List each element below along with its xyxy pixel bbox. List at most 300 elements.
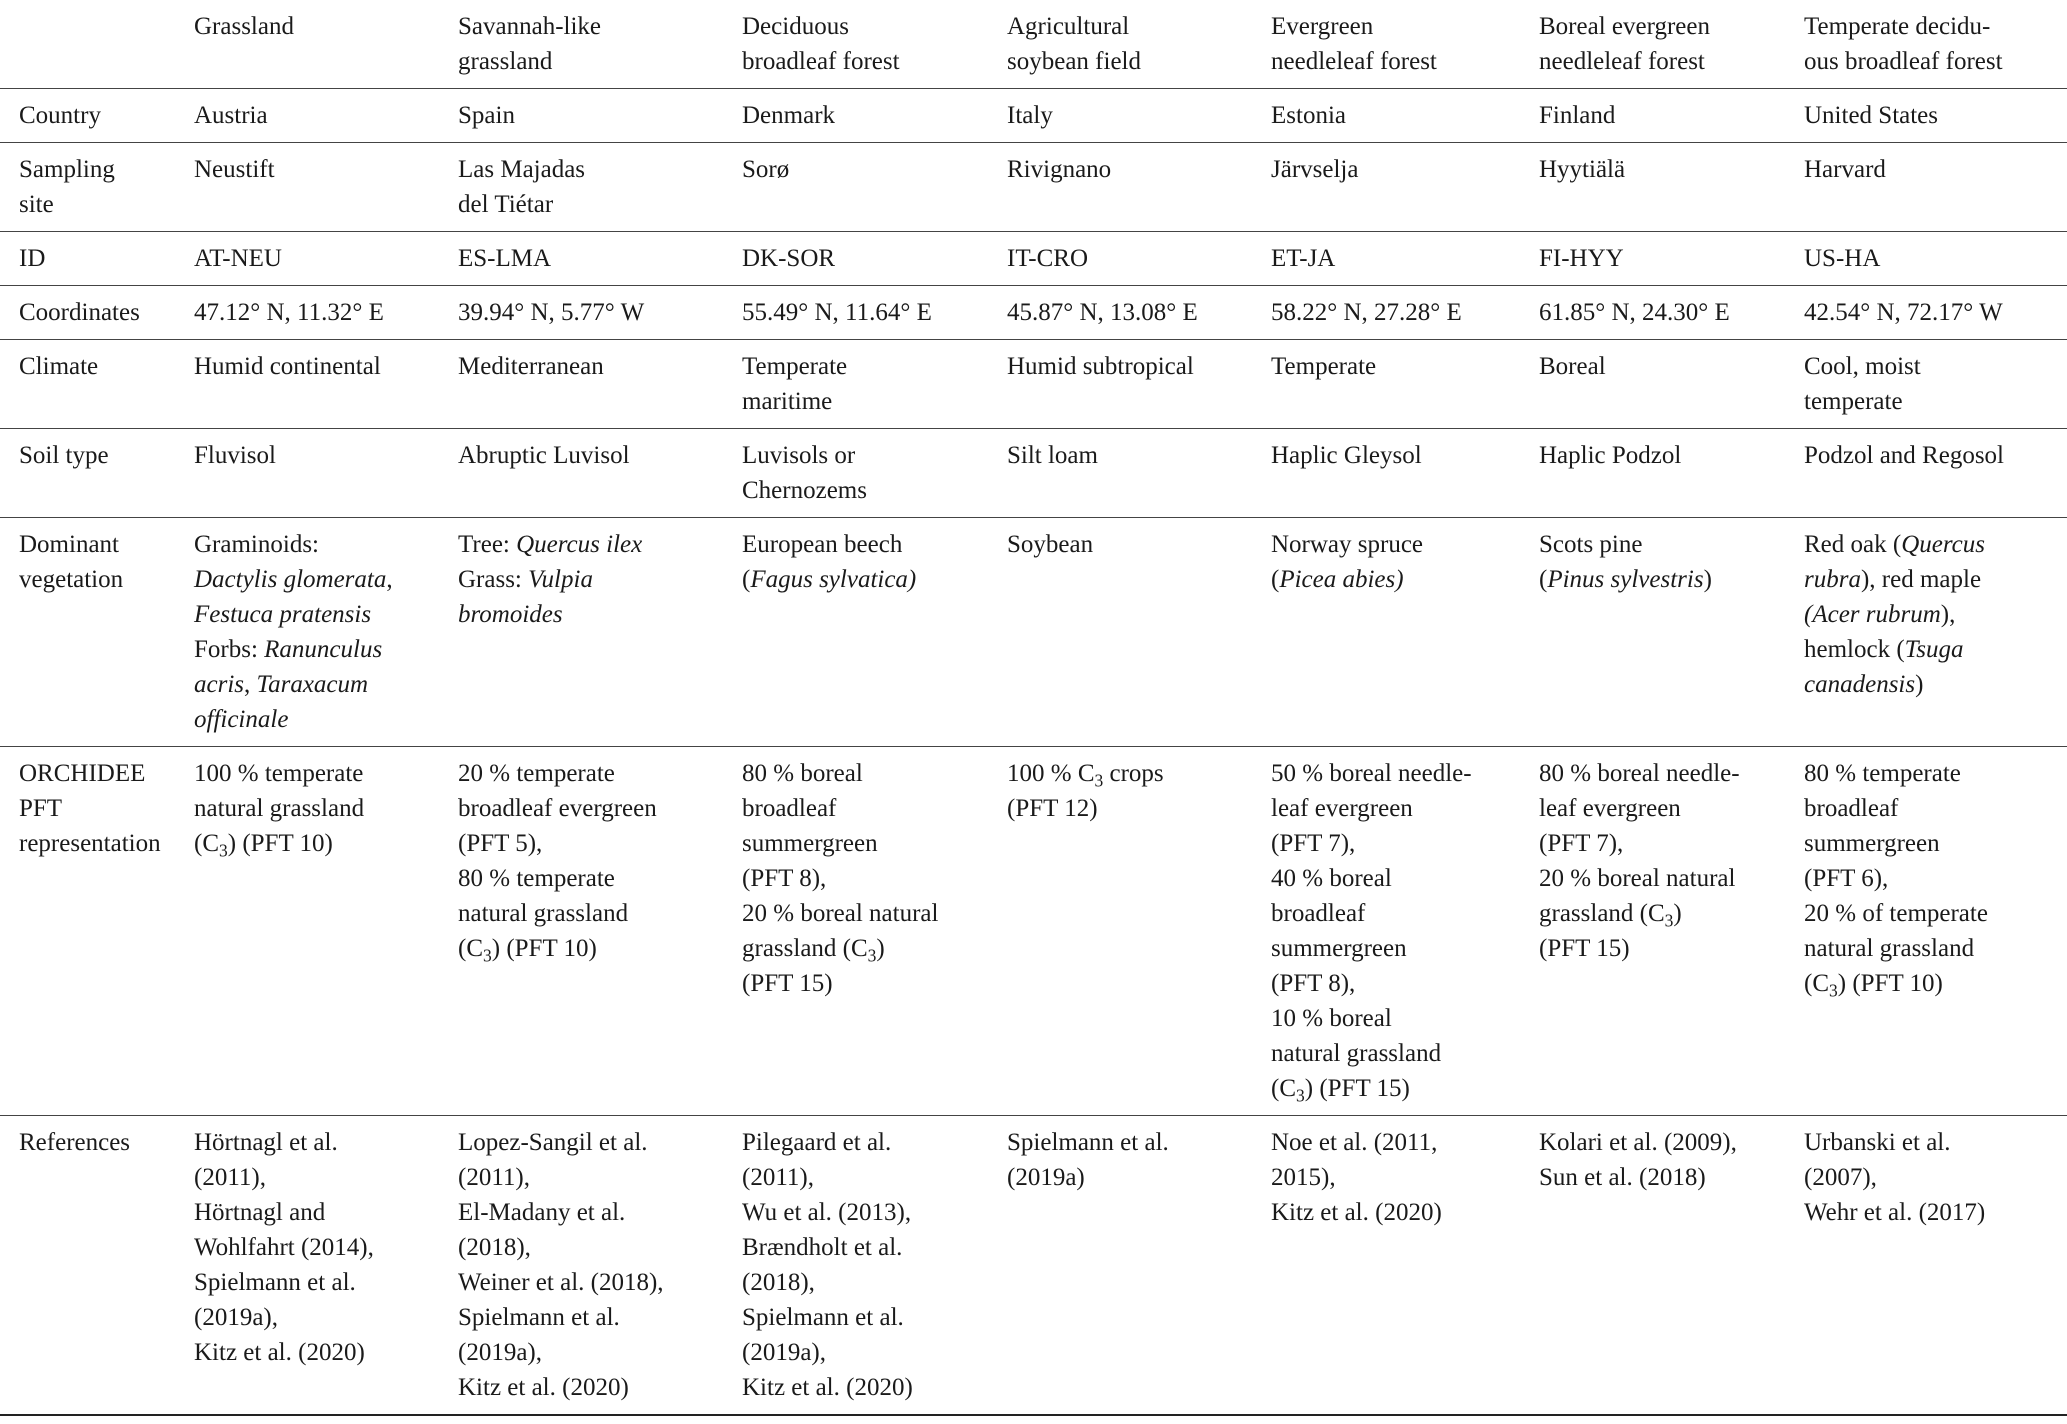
italic-text: Quercus ilex	[516, 531, 643, 558]
table-cell	[1539, 232, 1804, 286]
table-cell	[194, 340, 458, 429]
row-label	[0, 286, 194, 340]
cell-text: leaf evergreen	[1539, 795, 1681, 822]
column-header-line: broadleaf forest	[742, 48, 900, 75]
cell-line	[458, 1300, 734, 1335]
cell-line	[742, 931, 999, 966]
cell-line	[742, 1125, 999, 1160]
table-cell	[1539, 286, 1804, 340]
cell-line	[458, 896, 734, 931]
italic-text: Festuca pratensis	[194, 601, 372, 628]
row-label	[0, 518, 194, 747]
table-cell	[458, 286, 742, 340]
cell-text: DK-SOR	[742, 245, 836, 272]
cell-line	[742, 349, 999, 384]
cell-text: Denmark	[742, 102, 836, 129]
cell-line	[742, 1265, 999, 1300]
cell-line	[194, 527, 450, 562]
row-label	[0, 143, 194, 232]
row-label-line: Coordinates	[19, 299, 140, 326]
cell-text: Weiner et al. (2018),	[458, 1269, 664, 1296]
cell-text: natural grassland	[1271, 1040, 1442, 1067]
cell-text: grassland (C	[742, 935, 868, 962]
subscript: 3	[1829, 980, 1838, 1001]
cell-line	[1539, 791, 1796, 826]
cell-text: 80 % boreal needle-	[1539, 760, 1740, 787]
table-cell	[1804, 1116, 2067, 1416]
cell-line	[194, 826, 450, 861]
cell-text: broadleaf	[1271, 900, 1366, 927]
table-cell	[742, 89, 1007, 143]
cell-line	[1271, 1001, 1531, 1036]
cell-line	[194, 597, 450, 632]
cell-text: (PFT 15)	[1539, 935, 1630, 962]
column-header-line: Deciduous	[742, 13, 849, 40]
cell-line	[194, 152, 450, 187]
cell-text: (C	[194, 830, 219, 857]
cell-line	[742, 152, 999, 187]
cell-text: Graminoids:	[194, 531, 319, 558]
cell-line	[742, 966, 999, 1001]
cell-text: (C	[1804, 970, 1829, 997]
cell-text: 2015),	[1271, 1164, 1336, 1191]
table-cell	[194, 429, 458, 518]
table-cell	[194, 143, 458, 232]
cell-text: (PFT 12)	[1007, 795, 1098, 822]
cell-line	[1539, 931, 1796, 966]
cell-text: ) (PFT 10)	[1837, 970, 1943, 997]
cell-text: Urbanski et al.	[1804, 1129, 1951, 1156]
cell-text: Haplic Gleysol	[1271, 442, 1422, 469]
cell-text: Spielmann et al.	[194, 1269, 356, 1296]
cell-text: (2018),	[742, 1269, 815, 1296]
table-cell	[1007, 340, 1271, 429]
table-cell	[194, 1116, 458, 1416]
table-cell	[1007, 747, 1271, 1116]
cell-line	[194, 791, 450, 826]
cell-line	[1271, 152, 1531, 187]
cell-text: broadleaf evergreen	[458, 795, 657, 822]
table-row	[0, 1116, 2067, 1416]
column-header	[1804, 0, 2067, 89]
cell-text: (PFT 15)	[742, 970, 833, 997]
cell-line	[194, 438, 450, 473]
table-cell	[1539, 518, 1804, 747]
cell-text: Järvselja	[1271, 156, 1359, 183]
cell-text: Sorø	[742, 156, 790, 183]
cell-text: temperate	[1804, 388, 1903, 415]
cell-text: ),	[1940, 601, 1956, 628]
cell-line	[1007, 98, 1263, 133]
cell-line	[1539, 562, 1796, 597]
cell-line	[194, 702, 450, 737]
italic-text: Picea abies)	[1279, 566, 1404, 593]
table-cell	[1007, 232, 1271, 286]
cell-text: European beech	[742, 531, 903, 558]
cell-line	[742, 1195, 999, 1230]
row-label	[0, 429, 194, 518]
cell-text: Brændholt et al.	[742, 1234, 903, 1261]
cell-line	[1007, 438, 1263, 473]
cell-text: Scots pine	[1539, 531, 1643, 558]
cell-text: Red oak (	[1804, 531, 1902, 558]
cell-text: Abruptic Luvisol	[458, 442, 630, 469]
cell-text: Kitz et al. (2020)	[458, 1374, 629, 1401]
cell-text: Kitz et al. (2020)	[194, 1339, 365, 1366]
cell-text: El-Madany et al.	[458, 1199, 626, 1226]
subscript: 3	[1664, 910, 1674, 931]
italic-text: Dactylis glomerata	[194, 566, 387, 593]
cell-line	[1271, 349, 1531, 384]
cell-text: (	[742, 566, 751, 593]
cell-line	[458, 1125, 734, 1160]
cell-line	[1804, 667, 2059, 702]
column-header-line: Grassland	[194, 13, 294, 40]
cell-line	[1539, 152, 1796, 187]
cell-text: Italy	[1007, 102, 1053, 129]
cell-line	[458, 1265, 734, 1300]
cell-text: summergreen	[742, 830, 878, 857]
cell-line	[194, 1300, 450, 1335]
table-cell	[458, 232, 742, 286]
cell-text: (2019a),	[194, 1304, 278, 1331]
table-cell	[1271, 232, 1539, 286]
table-cell	[194, 747, 458, 1116]
cell-text: Temperate	[1271, 353, 1377, 380]
italic-text: Fagus sylvatica)	[750, 566, 917, 593]
cell-text: 55.49° N, 11.64° E	[742, 299, 932, 326]
cell-line	[1271, 241, 1531, 276]
table-cell	[1271, 429, 1539, 518]
cell-text: Finland	[1539, 102, 1616, 129]
cell-text: (PFT 7),	[1539, 830, 1624, 857]
table-cell	[1271, 143, 1539, 232]
table-cell	[1539, 747, 1804, 1116]
cell-text: Grass:	[458, 566, 529, 593]
column-header-line: Temperate decidu-	[1804, 13, 1991, 40]
cell-line	[194, 756, 450, 791]
cell-line	[1007, 295, 1263, 330]
cell-line	[742, 473, 999, 508]
cell-text: (2007),	[1804, 1164, 1877, 1191]
row-label	[0, 747, 194, 1116]
cell-line	[1271, 562, 1531, 597]
row-label	[0, 232, 194, 286]
cell-line	[742, 527, 999, 562]
cell-line	[1804, 349, 2059, 384]
cell-line	[1804, 597, 2059, 632]
cell-text: (PFT 5),	[458, 830, 543, 857]
cell-text: (2019a)	[1007, 1164, 1085, 1191]
cell-line	[194, 241, 450, 276]
cell-text: natural grassland	[194, 795, 365, 822]
cell-text: summergreen	[1804, 830, 1940, 857]
table-cell	[742, 518, 1007, 747]
cell-text: ) (PFT 15)	[1304, 1075, 1410, 1102]
cell-line	[742, 384, 999, 419]
row-label-line: Sampling	[19, 156, 115, 183]
cell-line	[1271, 1195, 1531, 1230]
cell-line	[194, 1195, 450, 1230]
cell-text: Cool, moist	[1804, 353, 1921, 380]
cell-line	[1804, 295, 2059, 330]
column-header	[1007, 0, 1271, 89]
cell-text: Wehr et al. (2017)	[1804, 1199, 1986, 1226]
cell-text: Hörtnagl et al.	[194, 1129, 338, 1156]
cell-line	[1271, 896, 1531, 931]
cell-line	[1271, 756, 1531, 791]
cell-line	[1271, 1160, 1531, 1195]
cell-line	[1804, 896, 2059, 931]
cell-text: 40 % boreal	[1271, 865, 1392, 892]
cell-text: Estonia	[1271, 102, 1346, 129]
table-cell	[1271, 340, 1539, 429]
cell-line	[458, 931, 734, 966]
cell-line	[1539, 1125, 1796, 1160]
cell-text: 20 % boreal natural	[742, 900, 939, 927]
table-row	[0, 143, 2067, 232]
table-cell	[742, 286, 1007, 340]
cell-text: (2011),	[194, 1164, 266, 1191]
table-cell	[1804, 143, 2067, 232]
cell-text: 80 % temperate	[1804, 760, 1961, 787]
cell-text: IT-CRO	[1007, 245, 1089, 272]
cell-line	[1804, 826, 2059, 861]
column-header	[1539, 0, 1804, 89]
italic-text: Ranunculus	[264, 636, 383, 663]
cell-line	[458, 527, 734, 562]
cell-line	[194, 295, 450, 330]
cell-text: 50 % boreal needle-	[1271, 760, 1472, 787]
italic-text: bromoides	[458, 601, 563, 628]
cell-line	[1539, 241, 1796, 276]
cell-line	[1804, 562, 2059, 597]
cell-text: )	[1673, 900, 1682, 927]
cell-line	[1804, 98, 2059, 133]
cell-text: Pilegaard et al.	[742, 1129, 892, 1156]
column-header-line: needleleaf forest	[1271, 48, 1437, 75]
cell-text: (C	[458, 935, 483, 962]
row-label-line: representation	[19, 830, 161, 857]
table-cell	[1539, 89, 1804, 143]
cell-line	[742, 1300, 999, 1335]
row-label-line: Soil type	[19, 442, 109, 469]
cell-line	[1539, 438, 1796, 473]
cell-text: Temperate	[742, 353, 848, 380]
cell-line	[1271, 861, 1531, 896]
table-row	[0, 518, 2067, 747]
column-header	[194, 0, 458, 89]
cell-text: Boreal	[1539, 353, 1606, 380]
table-cell	[1804, 232, 2067, 286]
cell-text: Humid continental	[194, 353, 381, 380]
italic-text: acris	[194, 671, 244, 698]
cell-text: Forbs:	[194, 636, 265, 663]
cell-text: Harvard	[1804, 156, 1886, 183]
cell-line	[1271, 966, 1531, 1001]
cell-line	[1804, 527, 2059, 562]
cell-text: Podzol and Regosol	[1804, 442, 2004, 469]
cell-text: broadleaf	[1804, 795, 1899, 822]
cell-text: 20 % of temperate	[1804, 900, 1988, 927]
cell-text: crops	[1103, 760, 1164, 787]
cell-text: Kolari et al. (2009),	[1539, 1129, 1737, 1156]
cell-text: 10 % boreal	[1271, 1005, 1392, 1032]
subscript: 3	[867, 945, 877, 966]
cell-text: )	[1915, 671, 1924, 698]
cell-line	[742, 861, 999, 896]
cell-text: broadleaf	[742, 795, 837, 822]
table-cell	[1271, 518, 1539, 747]
column-header	[742, 0, 1007, 89]
cell-line	[742, 1370, 999, 1405]
cell-text: Fluvisol	[194, 442, 276, 469]
cell-text: Rivignano	[1007, 156, 1112, 183]
cell-line	[1539, 349, 1796, 384]
cell-line	[1007, 349, 1263, 384]
table-cell	[1804, 518, 2067, 747]
table-cell	[1539, 429, 1804, 518]
cell-line	[742, 1230, 999, 1265]
subscript: 3	[1296, 1085, 1305, 1106]
cell-text: (2019a),	[458, 1339, 542, 1366]
cell-line	[1804, 632, 2059, 667]
table-cell	[1804, 747, 2067, 1116]
cell-line	[458, 438, 734, 473]
cell-text: 80 % boreal	[742, 760, 863, 787]
cell-text: 58.22° N, 27.28° E	[1271, 299, 1462, 326]
cell-text: (2018),	[458, 1234, 531, 1261]
cell-text: Luvisols or	[742, 442, 856, 469]
table-row	[0, 89, 2067, 143]
cell-text: Spielmann et al.	[458, 1304, 620, 1331]
row-label-line: site	[19, 191, 54, 218]
cell-text: (2011),	[458, 1164, 530, 1191]
cell-text: Hörtnagl and	[194, 1199, 326, 1226]
cell-line	[742, 896, 999, 931]
cell-text: 45.87° N, 13.08° E	[1007, 299, 1198, 326]
italic-text: Pinus sylvestris	[1547, 566, 1704, 593]
cell-text: Kitz et al. (2020)	[742, 1374, 913, 1401]
italic-text: Tsuga	[1904, 636, 1964, 663]
cell-line	[194, 667, 450, 702]
italic-text: Quercus	[1901, 531, 1985, 558]
row-label	[0, 1116, 194, 1416]
italic-text: (Acer rubrum	[1804, 601, 1941, 628]
cell-line	[742, 756, 999, 791]
cell-line	[1539, 527, 1796, 562]
table-cell	[458, 429, 742, 518]
cell-line	[742, 295, 999, 330]
cell-line	[1804, 438, 2059, 473]
cell-line	[458, 1160, 734, 1195]
cell-line	[1804, 791, 2059, 826]
cell-text: ) (PFT 10)	[491, 935, 597, 962]
column-header-line: soybean field	[1007, 48, 1141, 75]
cell-line	[742, 438, 999, 473]
table-cell	[1804, 286, 2067, 340]
cell-text: ,	[386, 566, 393, 593]
cell-line	[1271, 1071, 1531, 1106]
cell-text: Chernozems	[742, 477, 867, 504]
cell-line	[1539, 295, 1796, 330]
cell-line	[1271, 295, 1531, 330]
cell-line	[1007, 1160, 1263, 1195]
cell-line	[458, 1335, 734, 1370]
cell-line	[458, 597, 734, 632]
table-cell	[458, 340, 742, 429]
cell-line	[194, 1335, 450, 1370]
cell-line	[1007, 152, 1263, 187]
table-cell	[194, 286, 458, 340]
table-cell	[1539, 340, 1804, 429]
column-header-line: Evergreen	[1271, 13, 1374, 40]
table-row	[0, 747, 2067, 1116]
cell-line	[1804, 966, 2059, 1001]
row-label-line: Country	[19, 102, 101, 129]
cell-text: Haplic Podzol	[1539, 442, 1682, 469]
table-cell	[1539, 1116, 1804, 1416]
header-row	[0, 0, 2067, 89]
table-cell	[1804, 89, 2067, 143]
cell-text: Humid subtropical	[1007, 353, 1194, 380]
cell-line	[194, 1125, 450, 1160]
cell-text: Tree:	[458, 531, 517, 558]
table-cell	[458, 518, 742, 747]
cell-text: )	[1703, 566, 1712, 593]
cell-line	[458, 791, 734, 826]
table-cell	[742, 143, 1007, 232]
cell-line	[458, 241, 734, 276]
cell-text: Silt loam	[1007, 442, 1098, 469]
cell-text: Las Majadas	[458, 156, 586, 183]
cell-line	[458, 152, 734, 187]
table-cell	[1007, 89, 1271, 143]
cell-line	[1271, 1125, 1531, 1160]
cell-line	[1804, 384, 2059, 419]
cell-text: del Tiétar	[458, 191, 554, 218]
table-cell	[742, 747, 1007, 1116]
cell-text: (	[1539, 566, 1548, 593]
cell-line	[742, 1160, 999, 1195]
cell-line	[1539, 826, 1796, 861]
cell-line	[1539, 1160, 1796, 1195]
subscript: 3	[483, 945, 492, 966]
cell-line	[1539, 98, 1796, 133]
cell-text: summergreen	[1271, 935, 1407, 962]
cell-text: leaf evergreen	[1271, 795, 1413, 822]
cell-text: ET-JA	[1271, 245, 1336, 272]
subscript: 3	[1094, 770, 1104, 791]
cell-line	[1007, 241, 1263, 276]
column-header	[458, 0, 742, 89]
cell-text: Soybean	[1007, 531, 1094, 558]
table-row	[0, 340, 2067, 429]
table-cell	[1007, 286, 1271, 340]
cell-text: US-HA	[1804, 245, 1881, 272]
cell-line	[458, 295, 734, 330]
row-label	[0, 89, 194, 143]
cell-line	[458, 349, 734, 384]
header-corner-cell	[0, 0, 194, 89]
cell-line	[1804, 931, 2059, 966]
cell-line	[458, 1195, 734, 1230]
table-cell	[1804, 340, 2067, 429]
cell-line	[458, 187, 734, 222]
table-cell	[742, 232, 1007, 286]
table-cell	[1007, 143, 1271, 232]
cell-line	[194, 562, 450, 597]
